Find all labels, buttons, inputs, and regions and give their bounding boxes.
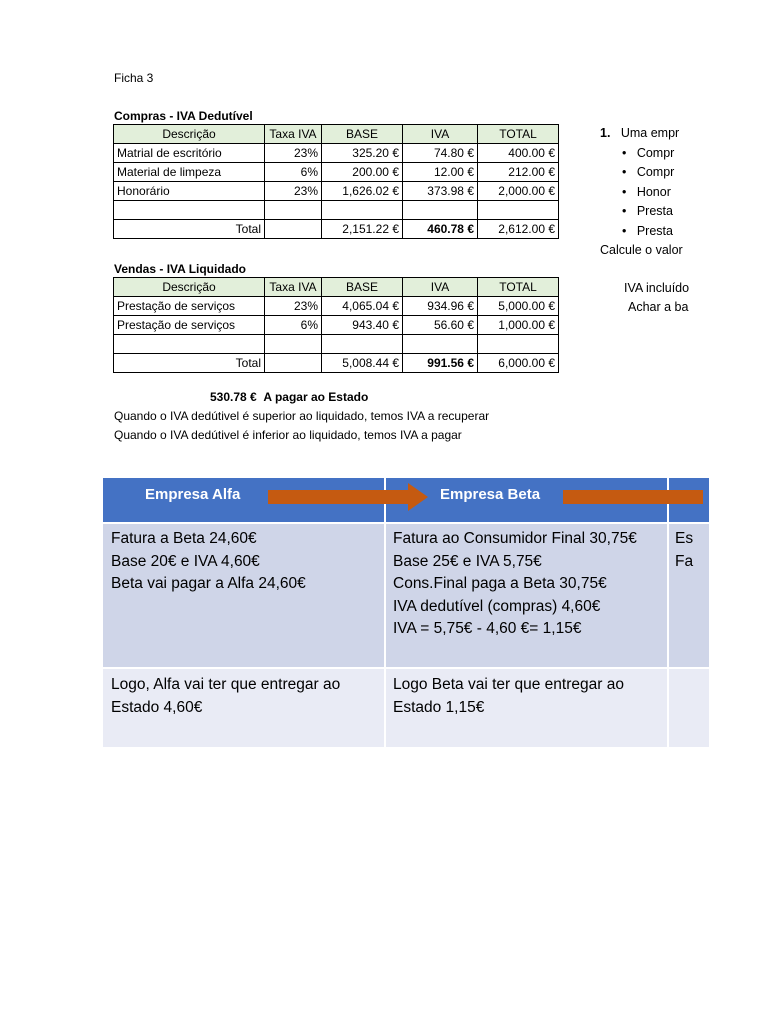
compras-header-row: [114, 125, 559, 144]
list-item-text: Presta: [636, 223, 673, 238]
alfa-line: Fatura a Beta 24,60€: [111, 530, 257, 547]
cell-total: [478, 335, 559, 354]
table-row: [114, 144, 559, 163]
cell-descricao: Prestação de serviços: [114, 316, 265, 335]
cell-descricao: [114, 201, 265, 220]
bullet-icon: •: [622, 204, 627, 218]
cell-base: 200.00 €: [322, 163, 403, 182]
beta-result-text: [393, 674, 624, 719]
total-taxa: [265, 220, 322, 239]
col-header-iva: IVA: [403, 125, 478, 144]
compras-table: [113, 124, 559, 239]
list-item: [600, 202, 768, 222]
beta-line: Fatura ao Consumidor Final 30,75€: [393, 530, 637, 547]
cell-taxa: [265, 201, 322, 220]
cell-base: [322, 201, 403, 220]
alfa-line: Beta vai pagar a Alfa 24,60€: [111, 575, 306, 592]
third-line: Es: [675, 530, 694, 547]
alfa-line: Base 20€ e IVA 4,60€: [111, 552, 260, 570]
beta-result-line: Logo Beta vai ter que entregar ao: [393, 676, 624, 693]
list-item-text: Compr: [636, 145, 675, 160]
cell-total: 212.00 €: [478, 163, 559, 182]
cell-iva: [403, 335, 478, 354]
list-item-text: Compr: [636, 165, 675, 179]
cell-base: 1,626.02 €: [322, 182, 403, 201]
col-header-taxa: Taxa IVA: [265, 125, 322, 144]
list-item: [600, 222, 768, 242]
list-item: [600, 163, 768, 183]
exercise-question: [600, 124, 768, 144]
col-header-total: TOTAL: [478, 278, 559, 297]
total-total: 2,612.00 €: [478, 220, 559, 239]
table-row: [114, 335, 559, 354]
bullet-icon: •: [622, 165, 627, 179]
cell-total: 400.00 €: [478, 144, 559, 163]
cell-iva: 934.96 €: [403, 297, 478, 316]
total-label: Total: [114, 220, 265, 239]
cell-total: 1,000.00 €: [478, 316, 559, 335]
summary-amount: 530.78 €: [210, 390, 257, 404]
cell-descricao: Matrial de escritório: [114, 144, 265, 163]
compras-heading: Compras - IVA Dedutível: [114, 109, 253, 123]
total-taxa: [265, 354, 322, 373]
table-row: [114, 182, 559, 201]
col-header-taxa: Taxa IVA: [265, 278, 322, 297]
beta-line: Cons.Final paga a Beta 30,75€: [393, 575, 607, 592]
col-header-total: TOTAL: [478, 125, 559, 144]
exercise-number: 1.: [600, 126, 611, 140]
header-alfa-label: Empresa Alfa: [145, 486, 241, 503]
cell-taxa: 23%: [265, 144, 322, 163]
cell-base: 325.20 €: [322, 144, 403, 163]
beta-line: IVA = 5,75€ - 4,60 €= 1,15€: [393, 620, 582, 637]
third-line: Fa: [675, 552, 694, 570]
cell-descricao: Material de limpeza: [114, 163, 265, 182]
total-base: 5,008.44 €: [322, 354, 403, 373]
cell-taxa: 6%: [265, 316, 322, 335]
table-row: [114, 201, 559, 220]
calc-text: Calcule o valor: [600, 243, 683, 257]
total-total: 6,000.00 €: [478, 354, 559, 373]
cell-base: 943.40 €: [322, 316, 403, 335]
summary-label: A pagar ao Estado: [263, 390, 369, 404]
cell-taxa: 23%: [265, 182, 322, 201]
note-recuperar: Quando o IVA dedútivel é superior ao liquidado, temos IVA a recuperar: [114, 409, 490, 423]
alfa-result-line: Estado 4,60€: [111, 698, 203, 716]
cell-iva: 12.00 €: [403, 163, 478, 182]
list-item-text: Presta: [636, 204, 673, 218]
col-header-descricao: Descrição: [114, 278, 265, 297]
exercise-panel: [600, 124, 768, 318]
total-label: Total: [114, 354, 265, 373]
cell-taxa: 6%: [265, 163, 322, 182]
total-iva: 991.56 €: [403, 354, 478, 373]
total-base: 2,151.22 €: [322, 220, 403, 239]
vendas-header-row: [114, 278, 559, 297]
arrow-beta-next-icon: [563, 490, 703, 504]
col-header-descricao: Descrição: [114, 125, 265, 144]
total-iva: 460.78 €: [403, 220, 478, 239]
cell-iva: 373.98 €: [403, 182, 478, 201]
col-header-iva: IVA: [403, 278, 478, 297]
table-row: [114, 297, 559, 316]
cell-descricao: [114, 335, 265, 354]
cell-iva: 56.60 €: [403, 316, 478, 335]
achar-base-text: Achar a ba: [628, 300, 689, 314]
table-row: [114, 163, 559, 182]
total-row: [114, 220, 559, 239]
alfa-result-line: Logo, Alfa vai ter que entregar ao: [111, 676, 341, 693]
cell-descricao: Honorário: [114, 182, 265, 201]
vendas-table: [113, 277, 559, 373]
list-item: [600, 183, 768, 203]
table-row: [114, 316, 559, 335]
beta-line: Base 25€ e IVA 5,75€: [393, 552, 542, 570]
beta-line: IVA dedutível (compras) 4,60€: [393, 597, 601, 615]
summary-line: [210, 390, 368, 404]
third-invoice-text: [675, 528, 693, 573]
cell-base: 4,065.04 €: [322, 297, 403, 316]
cell-total: 2,000.00 €: [478, 182, 559, 201]
cell-iva: [403, 201, 478, 220]
col-header-base: BASE: [322, 125, 403, 144]
beta-invoice-text: [393, 528, 637, 641]
col-header-base: BASE: [322, 278, 403, 297]
total-row: [114, 354, 559, 373]
bullet-icon: •: [622, 184, 627, 199]
iva-flow-diagram: [103, 478, 694, 747]
cell-taxa: 23%: [265, 297, 322, 316]
bullet-icon: •: [622, 145, 627, 160]
list-item: [600, 144, 768, 164]
alfa-invoice-text: [111, 528, 306, 596]
sheet-title: Ficha 3: [114, 71, 154, 85]
list-item-text: Honor: [636, 184, 671, 199]
alfa-result-text: [111, 674, 340, 719]
arrow-alfa-beta-icon: [268, 490, 408, 504]
cell-base: [322, 335, 403, 354]
cell-total: [478, 201, 559, 220]
iva-incluido-text: IVA incluído: [624, 280, 690, 295]
arrowhead-alfa-beta-icon: [408, 483, 428, 511]
cell-third-result: [669, 669, 709, 747]
question-text: Uma empr: [620, 126, 680, 140]
header-beta-label: Empresa Beta: [440, 486, 541, 503]
cell-taxa: [265, 335, 322, 354]
vendas-heading: Vendas - IVA Liquidado: [114, 262, 247, 276]
note-pagar: Quando o IVA dedútivel é inferior ao liquidado, temos IVA a pagar: [114, 428, 462, 442]
cell-total: 5,000.00 €: [478, 297, 559, 316]
bullet-icon: •: [622, 223, 627, 238]
beta-result-line: Estado 1,15€: [393, 698, 485, 716]
cell-descricao: Prestação de serviços: [114, 297, 265, 316]
cell-iva: 74.80 €: [403, 144, 478, 163]
